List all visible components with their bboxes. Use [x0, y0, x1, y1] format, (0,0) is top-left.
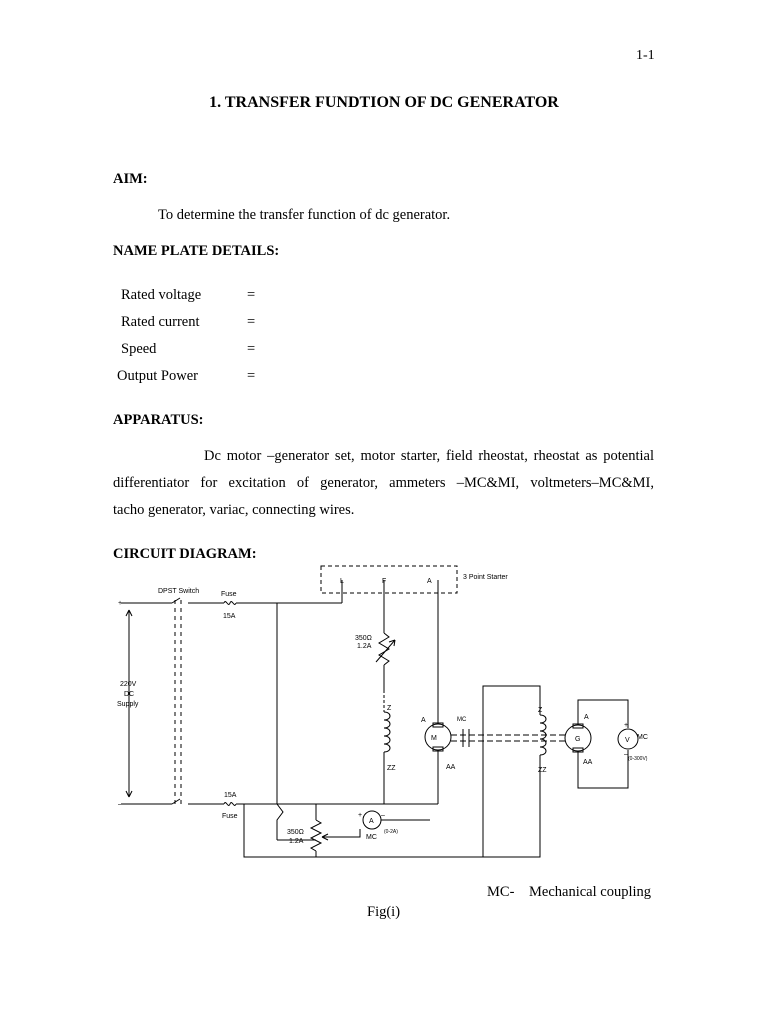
legend-text: Mechanical coupling: [529, 884, 651, 900]
voltmeter-plus: +: [624, 722, 629, 729]
ammeter-mc-label: MC: [366, 834, 377, 841]
apparatus-line: differentiator for excitation of generator, ammeters –MC&MI, voltmeters–MC&MI,: [113, 475, 654, 491]
gen-field-zz: ZZ: [538, 767, 547, 774]
voltmeter-mc-label: MC: [637, 734, 648, 741]
name-plate-label: Output Power: [117, 368, 198, 384]
figure-caption: Fig(i): [367, 904, 401, 920]
fuse-top-label: Fuse: [221, 591, 237, 598]
motor-field-zz: ZZ: [387, 765, 396, 772]
field-rheostat-ohm: 350Ω: [355, 635, 372, 642]
voltmeter-range: (0-300V): [628, 756, 648, 762]
motor-aa-terminal: AA: [446, 764, 456, 771]
pot-rheostat-ohm: 350Ω: [287, 829, 304, 836]
apparatus-heading: APPARATUS:: [113, 412, 204, 428]
minus-bottom-label: –: [118, 801, 122, 808]
fuse-top-rating: 15A: [223, 613, 236, 620]
fuse-bottom-label: Fuse: [222, 813, 238, 820]
starter-label: 3 Point Starter: [463, 574, 508, 581]
starter-l-terminal: L: [340, 578, 344, 585]
fuse-bottom-rating: 15A: [224, 792, 237, 799]
generator-symbol-label: G: [575, 736, 581, 743]
page-title: 1. TRANSFER FUNDTION OF DC GENERATOR: [209, 94, 559, 111]
name-plate-equals: =: [247, 287, 256, 303]
ammeter-minus: –: [381, 812, 385, 819]
motor-field-z: Z: [387, 705, 392, 712]
name-plate-label: Speed: [121, 341, 157, 357]
gen-field-z: Z: [538, 707, 543, 714]
circuit-heading: CIRCUIT DIAGRAM:: [113, 546, 257, 562]
aim-heading: AIM:: [113, 171, 148, 187]
pot-rheostat-amp: 1.2A: [289, 838, 304, 845]
starter-a-terminal: A: [427, 578, 432, 585]
supply-word-label: Supply: [117, 701, 139, 708]
gen-a-terminal: A: [584, 714, 589, 721]
voltmeter-minus: –: [624, 751, 628, 758]
supply-voltage-label: 220V: [120, 681, 137, 688]
field-rheostat-amp: 1.2A: [357, 643, 372, 650]
name-plate-equals: =: [247, 341, 256, 357]
ammeter-plus: +: [358, 812, 363, 819]
starter-f-terminal: F: [382, 578, 387, 585]
ammeter-symbol: A: [369, 818, 374, 825]
apparatus-line: Dc motor –generator set, motor starter, field rheostat, rheostat as potential: [204, 448, 654, 464]
gen-aa-terminal: AA: [583, 759, 593, 766]
apparatus-line: tacho generator, variac, connecting wires.: [113, 502, 355, 518]
motor-symbol-label: M: [431, 735, 437, 742]
page-number: 1-1: [636, 48, 655, 63]
name-plate-heading: NAME PLATE DETAILS:: [113, 243, 280, 259]
dpst-label: DPST Switch: [158, 588, 200, 595]
legend-abbreviation: MC-: [487, 884, 515, 900]
coupling-mc-label: MC: [457, 717, 467, 723]
motor-a-terminal: A: [421, 717, 426, 724]
name-plate-equals: =: [247, 314, 256, 330]
name-plate-label: Rated current: [121, 314, 200, 330]
voltmeter-symbol: V: [625, 737, 630, 744]
ammeter-range: (0-2A): [384, 829, 398, 835]
aim-text: To determine the transfer function of dc generator.: [158, 207, 451, 223]
plus-top-label: +: [118, 600, 123, 607]
supply-dc-label: DC: [124, 691, 135, 698]
name-plate-equals: =: [247, 368, 256, 384]
name-plate-label: Rated voltage: [121, 287, 202, 303]
